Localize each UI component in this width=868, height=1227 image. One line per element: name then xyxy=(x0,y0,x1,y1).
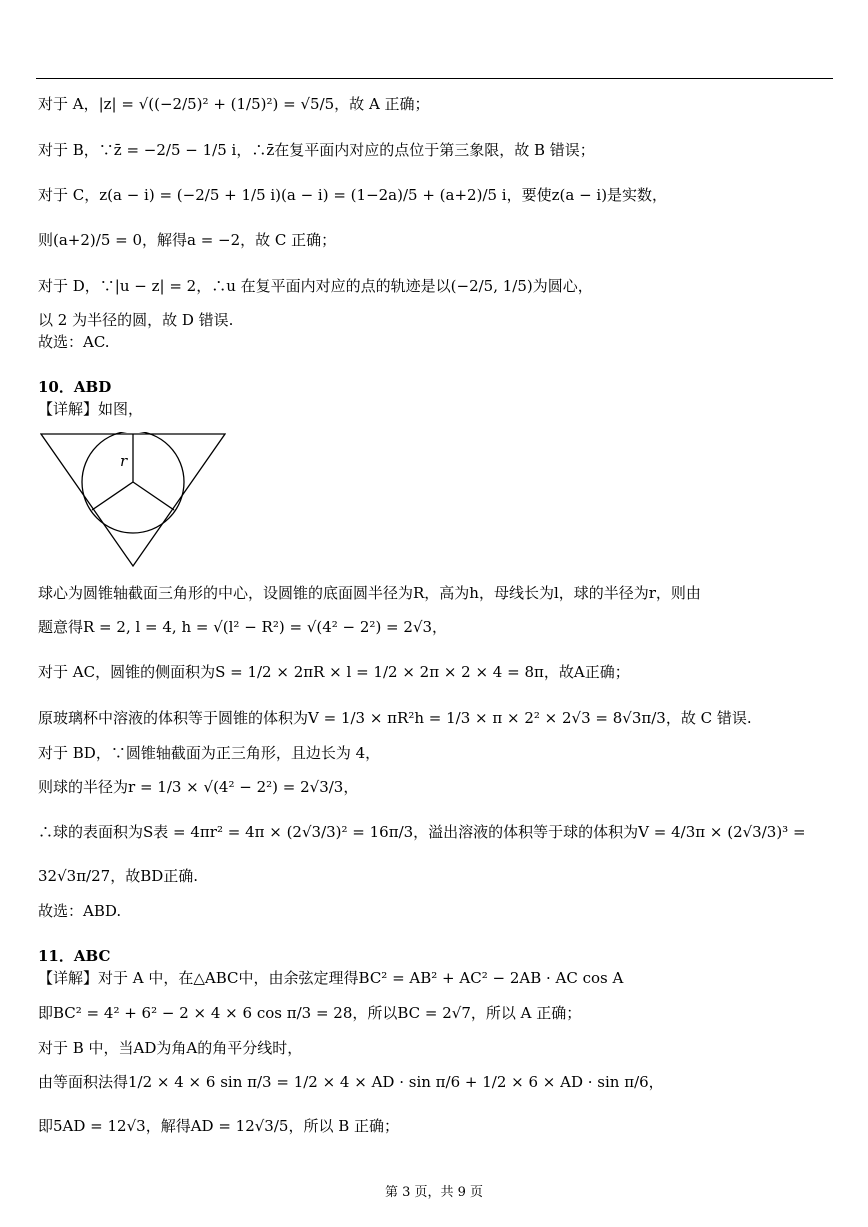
line-10-4: 原玻璃杯中溶液的体积等于圆锥的体积为V = 1/3 × πR²h = 1/3 × π × 2² × 2√3 = 8√3π/3，故 C 错误. xyxy=(38,709,752,727)
line-c2: 则(a+2)/5 = 0，解得a = −2，故 C 正确； xyxy=(38,231,337,249)
line-10-8: 32√3π/27，故BD正确. xyxy=(38,867,199,885)
line-10-5: 对于 BD，∵圆锥轴截面为正三角形，且边长为 4， xyxy=(38,744,381,762)
line-11-2: 即BC² = 4² + 6² − 2 × 4 × 6 cos π/3 = 28，所以BC = 2√7，所以 A 正确； xyxy=(38,1004,582,1022)
line-10-1: 球心为圆锥轴截面三角形的中心，设圆锥的底面圆半径为R，高为h，母线长为l，球的半径为r，则由 xyxy=(38,584,701,602)
answer-10: 故选：ABD. xyxy=(38,902,122,920)
question-10-heading: 10．ABD xyxy=(38,378,112,396)
line-d2: 以 2 为半径的圆，故 D 错误. xyxy=(38,311,234,329)
line-11-1: 【详解】对于 A 中，在△ABC中，由余弦定理得BC² = AB² + AC² − 2AB · AC cos A xyxy=(38,969,624,987)
answer-9: 故选：AC. xyxy=(38,333,110,351)
line-b: 对于 B，∵z̄ = −2/5 − 1/5 i，∴z̄在复平面内对应的点位于第三象限，故 B 错误； xyxy=(38,141,595,159)
line-10-7: ∴球的表面积为S表 = 4πr² = 4π × (2√3/3)² = 16π/3，溢出溶液的体积等于球的体积为V = 4/3π × (2√3/3)³ = xyxy=(38,823,806,841)
line-10-2: 题意得R = 2, l = 4, h = √(l² − R²) = √(4² − 2²) = 2√3， xyxy=(38,618,448,636)
line-11-3: 对于 B 中，当AD为角A的角平分线时， xyxy=(38,1039,303,1057)
header-rule xyxy=(36,78,833,79)
line-10-6: 则球的半径为r = 1/3 × √(4² − 2²) = 2√3/3， xyxy=(38,778,359,796)
page-footer: 第 3 页，共 9 页 xyxy=(384,1185,484,1200)
line-10-3: 对于 AC，圆锥的侧面积为S = 1/2 × 2πR × l = 1/2 × 2π × 2 × 4 = 8π，故A正确； xyxy=(38,663,630,681)
line-c: 对于 C，z(a − i) = (−2/5 + 1/5 i)(a − i) = (1−2a)/5 + (a+2)/5 i，要使z(a − i)是实数， xyxy=(38,186,668,204)
line-a: 对于 A，|z| = √((−2/5)² + (1/5)²) = √5/5，故 A 正确； xyxy=(38,95,430,113)
line-11-4: 由等面积法得1/2 × 4 × 6 sin π/3 = 1/2 × 4 × AD · sin π/6 + 1/2 × 6 × AD · sin π/6， xyxy=(38,1073,664,1091)
line-d: 对于 D，∵|u − z| = 2，∴u 在复平面内对应的点的轨迹是以(−2/5, 1/5)为圆心， xyxy=(38,277,593,295)
line-11-5: 即5AD = 12√3，解得AD = 12√3/5，所以 B 正确； xyxy=(38,1117,400,1135)
cone-sphere-figure xyxy=(40,432,226,572)
detail-label-10: 【详解】如图， xyxy=(38,400,144,418)
radius-label: r xyxy=(120,452,128,470)
question-11-heading: 11．ABC xyxy=(38,947,111,965)
